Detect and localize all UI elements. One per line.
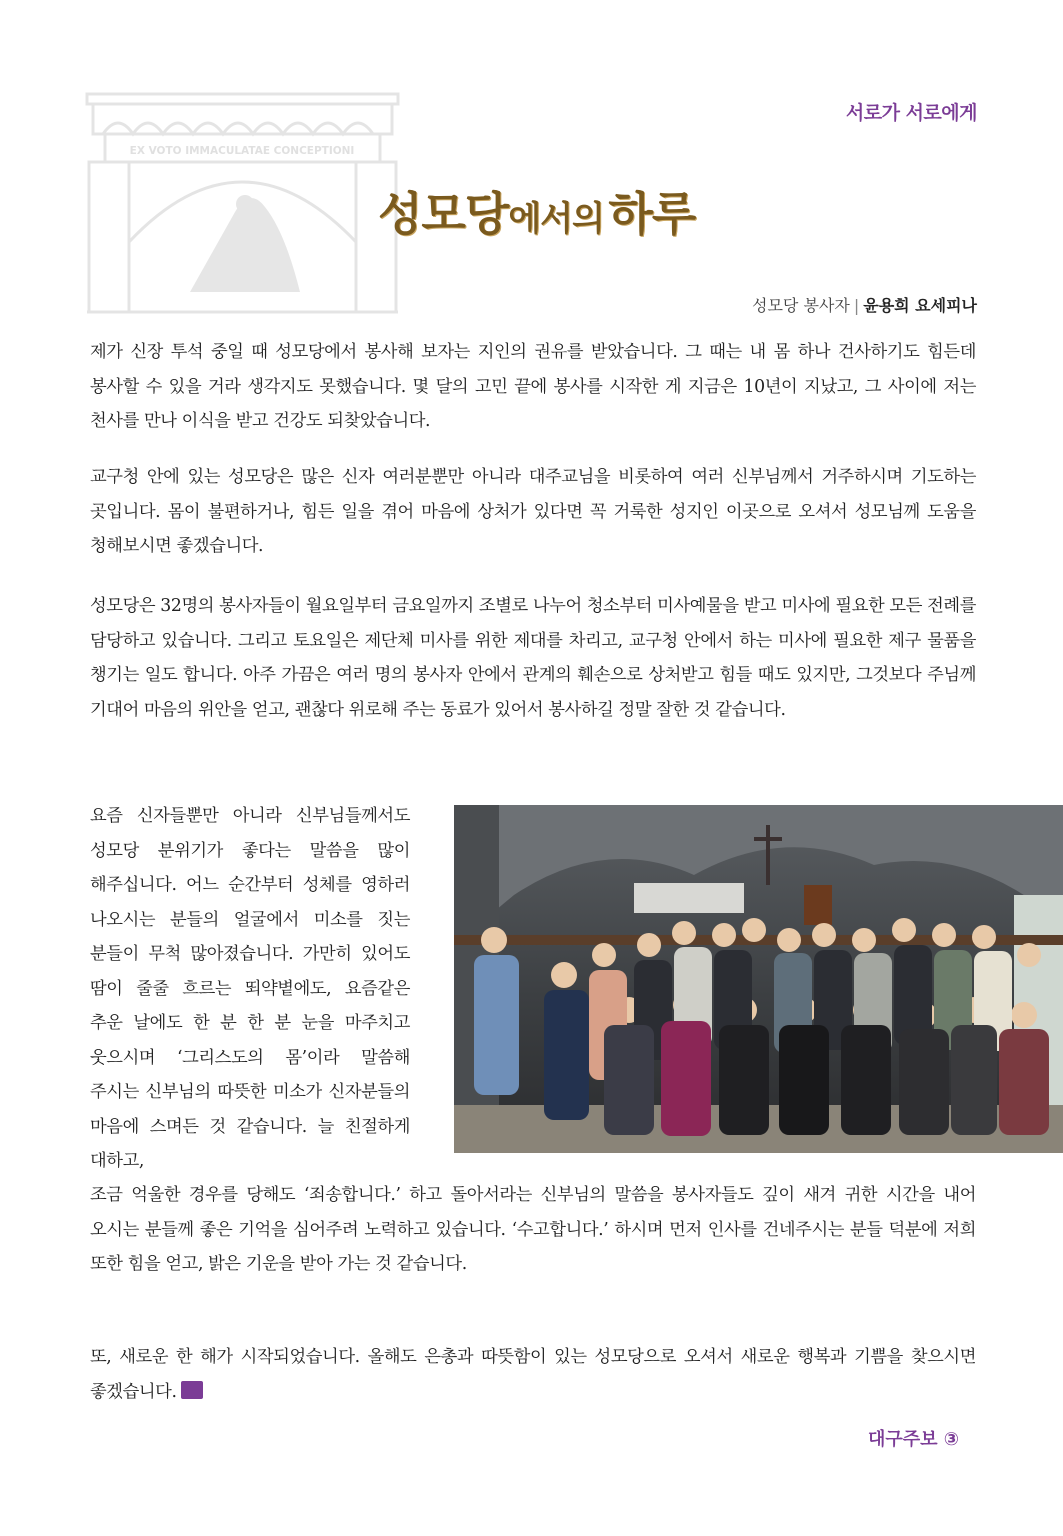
grotto-arch-illustration bbox=[85, 92, 400, 314]
byline-separator: | bbox=[853, 296, 860, 315]
group-photo bbox=[454, 805, 1063, 1153]
paragraph-6 bbox=[90, 1340, 976, 1409]
section-tag: 서로가 서로에게 bbox=[845, 102, 977, 124]
arch-inscription: EX VOTO IMMACULATAE CONCEPTIONI bbox=[129, 145, 355, 157]
paragraph-6-text: 또, 새로운 한 해가 시작되었습니다. 올해도 은총과 따뜻함이 있는 성모당으로 오셔서 새로운 행복과 기쁨을 찾으시면 좋겠습니다. bbox=[90, 1347, 976, 1402]
paragraph-4: 요즘 신자들뿐만 아니라 신부님들께서도 성모당 분위기가 좋다는 말씀을 많이 해주십니다. 어느 순간부터 성체를 영하러 나오시는 분들의 얼굴에서 미소를 짓는 분들이 무척 많아졌습니다. 가만히 있어도 땀이 줄줄 흐르는 뙤약볕에도, 요즘같은 추운 날에도 한 분 한 분 눈을 마주치고 웃으시며 ‘그리스도의 몸’이라 말씀해 주시는 신부님의 따뜻한 미소가 신자분들의 마음에 스며든 것 같습니다. 늘 친절하게 대하고, bbox=[90, 806, 410, 1171]
paragraph-3: 성모당은 32명의 봉사자들이 월요일부터 금요일까지 조별로 나누어 청소부터 미사예물을 받고 미사에 필요한 모든 전례를 담당하고 있습니다. 그리고 토요일은 제단체 미사를 위한 제대를 차리고, 교구청 안에서 하는 미사에 필요한 제구 물품을 챙기는 일도 합니다. 아주 가끔은 여러 명의 봉사자 안에서 관계의 훼손으로 상처받고 힘들 때도 있지만, 그것보다 주님께 기대어 마음의 위안을 얻고, 괜찮다 위로해 주는 동료가 있어서 봉사하길 정말 잘한 것 같습니다. bbox=[90, 596, 976, 720]
title-part-1: 성모당 bbox=[378, 187, 509, 241]
author-name: 윤용희 요세피나 bbox=[863, 296, 977, 315]
title-part-2: 에서의 bbox=[508, 199, 604, 239]
paragraph-2: 교구청 안에 있는 성모당은 많은 신자 여러분뿐만 아니라 대주교님을 비롯하여 여러 신부님께서 거주하시며 기도하는 곳입니다. 몸이 불편하거나, 힘든 일을 겪어 마음에 상처가 있다면 꼭 거룩한 성지인 이곳으로 오셔서 성모님께 도움을 청해보시면 좋겠습니다. bbox=[90, 467, 976, 556]
byline bbox=[752, 293, 977, 316]
end-mark-icon bbox=[181, 1381, 203, 1399]
page-footer: 대구주보 ③ bbox=[867, 1429, 959, 1450]
author-role: 성모당 봉사자 bbox=[752, 296, 850, 315]
article-title bbox=[378, 178, 695, 244]
paragraph-5: 조금 억울한 경우를 당해도 ‘죄송합니다.’ 하고 돌아서라는 신부님의 말씀을 봉사자들도 깊이 새겨 귀한 시간을 내어 오시는 분들께 좋은 기억을 심어주려 노력하고 있습니다. ‘수고합니다.’ 하시며 먼저 인사를 건네주시는 분들 덕분에 저희 또한 힘을 얻고, 밝은 기운을 받아 가는 것 같습니다. bbox=[90, 1185, 976, 1274]
paragraph-1: 제가 신장 투석 중일 때 성모당에서 봉사해 보자는 지인의 권유를 받았습니다. 그 때는 내 몸 하나 건사하기도 힘든데 봉사할 수 있을 거라 생각지도 못했습니다. 몇 달의 고민 끝에 봉사를 시작한 게 지금은 10년이 지났고, 그 사이에 저는 천사를 만나 이식을 받고 건강도 되찾았습니다. bbox=[90, 342, 976, 431]
title-part-3: 하루 bbox=[608, 187, 696, 241]
